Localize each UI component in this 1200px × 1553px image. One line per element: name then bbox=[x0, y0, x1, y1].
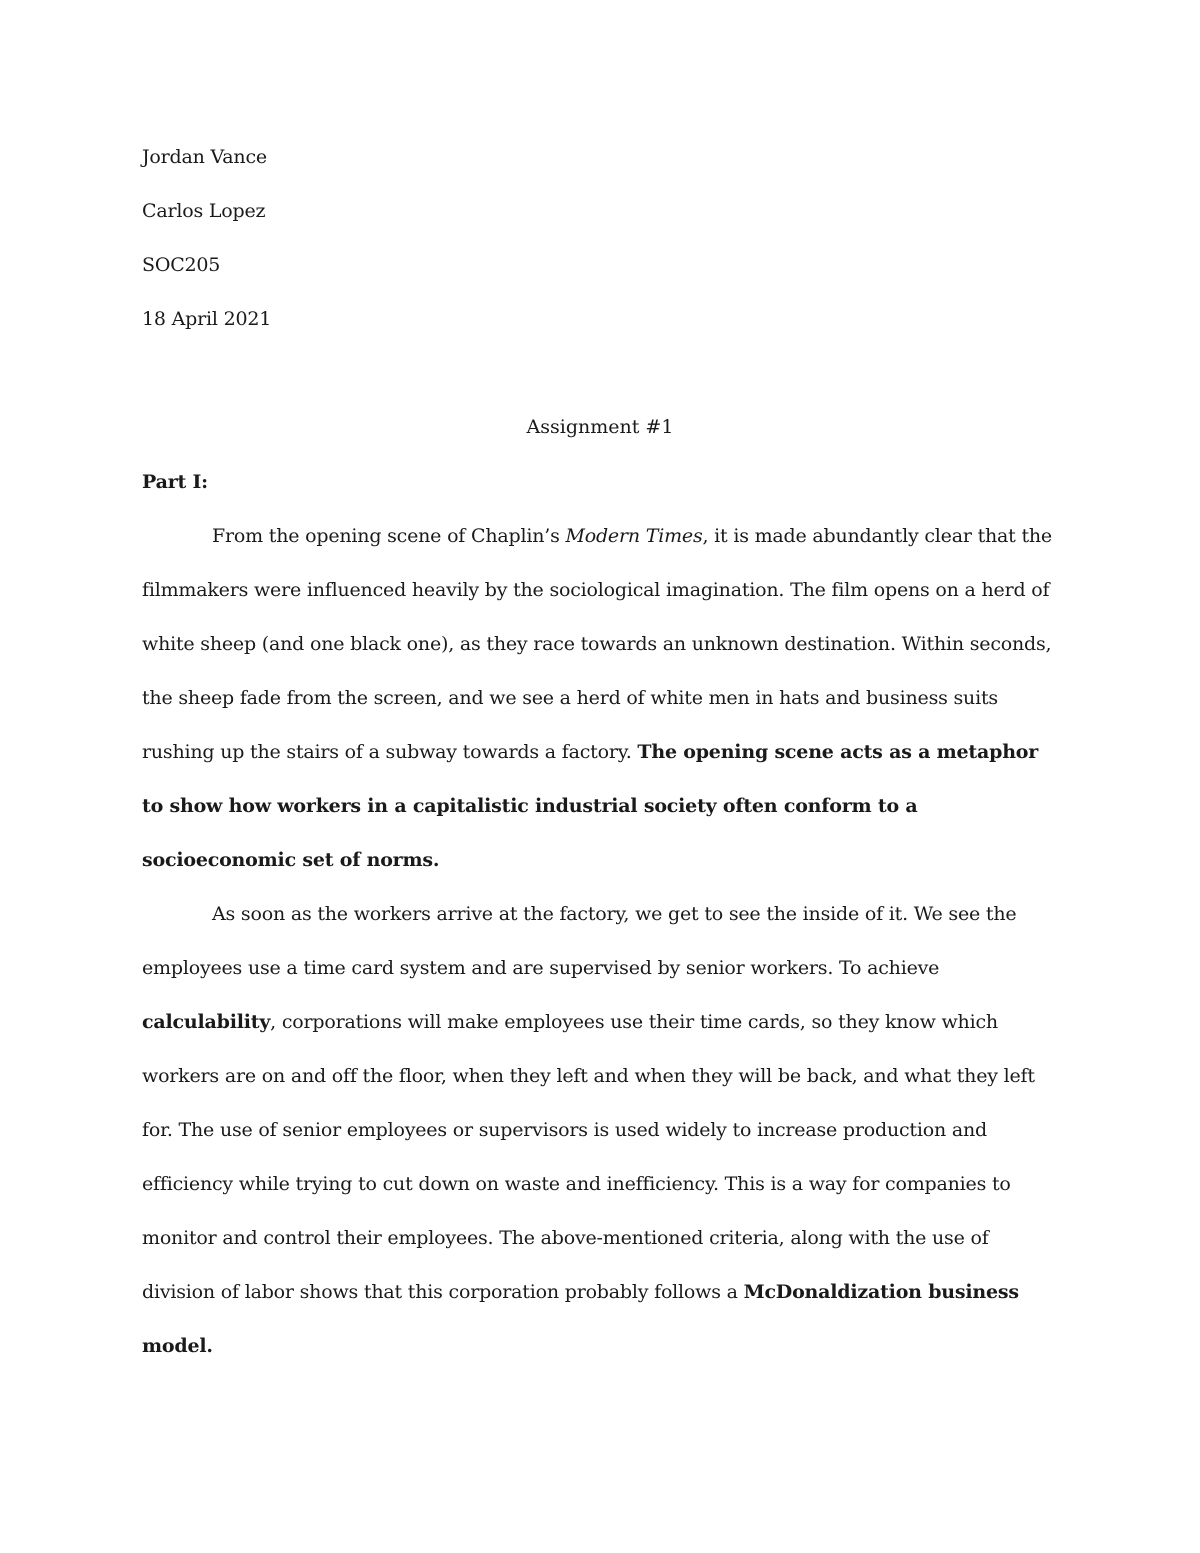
submission-date: 18 April 2021 bbox=[142, 308, 272, 330]
document-title: Assignment #1 bbox=[526, 416, 674, 438]
paragraph-2 bbox=[142, 887, 1062, 1373]
instructor-name: Carlos Lopez bbox=[142, 200, 266, 222]
paragraph-2-text-a: As soon as the workers arrive at the factory, we get to see the inside of it. We see the bbox=[212, 903, 1017, 925]
film-title: Modern Times bbox=[565, 525, 703, 547]
paragraph-1-text-a: From the opening scene of Chaplin’s bbox=[212, 525, 566, 547]
calculability-term: calculability bbox=[142, 1011, 271, 1033]
mla-header bbox=[142, 130, 1062, 346]
paragraph-1-text-b: , it is made abundantly clear that the filmmakers were influenced heavily by the sociological imagination. The film opens on a herd of white sheep (and one black one), as they race towards an unknown destination. Within seconds, the sheep fade from the screen, and we see a herd of white men in hats and business suits rushing up the stairs of a subway towards a factory. bbox=[142, 525, 1052, 763]
document-body bbox=[142, 455, 1062, 1373]
paragraph-2-text-b: employees use a time card system and are supervised by senior workers. To achieve bbox=[142, 957, 940, 979]
part-heading: Part I: bbox=[142, 471, 208, 493]
mcdonaldization-term: McDonaldization business model. bbox=[142, 1281, 1019, 1357]
course-code: SOC205 bbox=[142, 254, 221, 276]
student-name: Jordan Vance bbox=[142, 146, 267, 168]
paragraph-2-text-c: , corporations will make employees use their time cards, so they know which workers are on and off the floor, when they left and when they will be back, and what they left for. The use of senior employees or supervisors is used widely to increase production and efficiency while trying to cut down on waste and inefficiency. This is a way for companies to monitor and control their employees. The above-mentioned criteria, along with the use of division of labor shows that this corporation probably follows a bbox=[142, 1011, 1035, 1303]
paragraph-1 bbox=[142, 509, 1062, 887]
thesis-statement: The opening scene acts as a metaphor to show how workers in a capitalistic industrial society often conform to a socioeconomic set of norms. bbox=[142, 741, 1039, 871]
